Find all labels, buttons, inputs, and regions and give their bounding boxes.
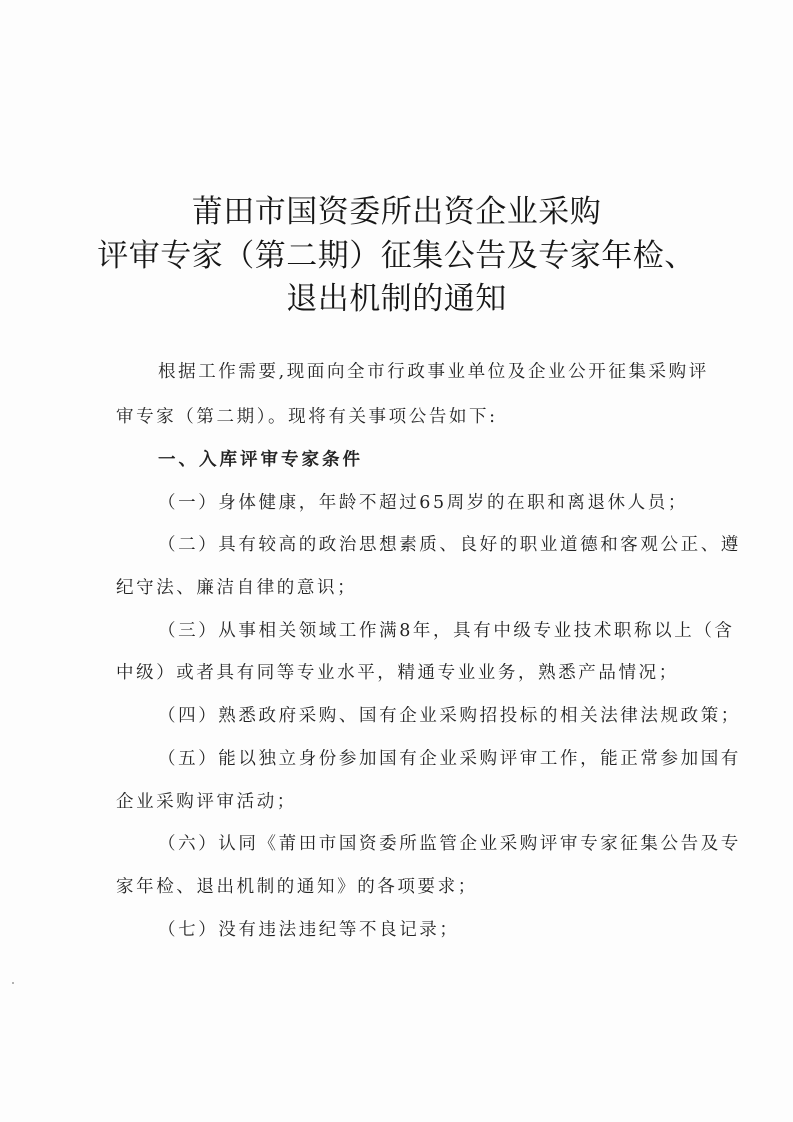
condition-item-6-line-2: 家年检、退出机制的通知》的各项要求； [116,877,478,897]
condition-item-6-line-1: （六）认同《莆田市国资委所监管企业采购评审专家征集公告及专 [158,834,741,854]
document-title-line-2: 评审专家（第二期）征集公告及专家年检、 [97,238,696,274]
section-heading: 一、入库评审专家条件 [158,450,363,470]
document-title-line-1: 莆田市国资委所出资企业采购 [191,194,602,230]
condition-item-3-line-2: 中级）或者具有同等专业水平，精通专业业务，熟悉产品情况； [116,663,679,683]
condition-item-1-line-1: （一）身体健康，年龄不超过65周岁的在职和离退休人员； [158,493,688,513]
condition-item-2-line-1: （二）具有较高的政治思想素质、良好的职业道德和客观公正、遵 [158,535,741,555]
condition-item-7-line-1: （七）没有违法违纪等不良记录； [158,920,460,940]
condition-item-4-line-1: （四）熟悉政府采购、国有企业采购招投标的相关法律法规政策； [158,706,741,726]
document-title-line-3: 退出机制的通知 [286,281,507,317]
condition-item-5-line-2: 企业采购评审活动； [116,792,297,812]
scan-speck [12,982,14,984]
condition-item-2-line-2: 纪守法、廉洁自律的意识； [116,578,358,598]
condition-item-3-line-1: （三）从事相关领域工作满8年，具有中级专业技术职称以上（含 [158,621,735,641]
condition-item-5-line-1: （五）能以独立身份参加国有企业采购评审工作，能正常参加国有 [158,749,741,769]
intro-line-2: 审专家（第二期）。现将有关事项公告如下: [116,407,498,427]
intro-line-1: 根据工作需要,现面向全市行政事业单位及企业公开征集采购评 [158,362,709,382]
